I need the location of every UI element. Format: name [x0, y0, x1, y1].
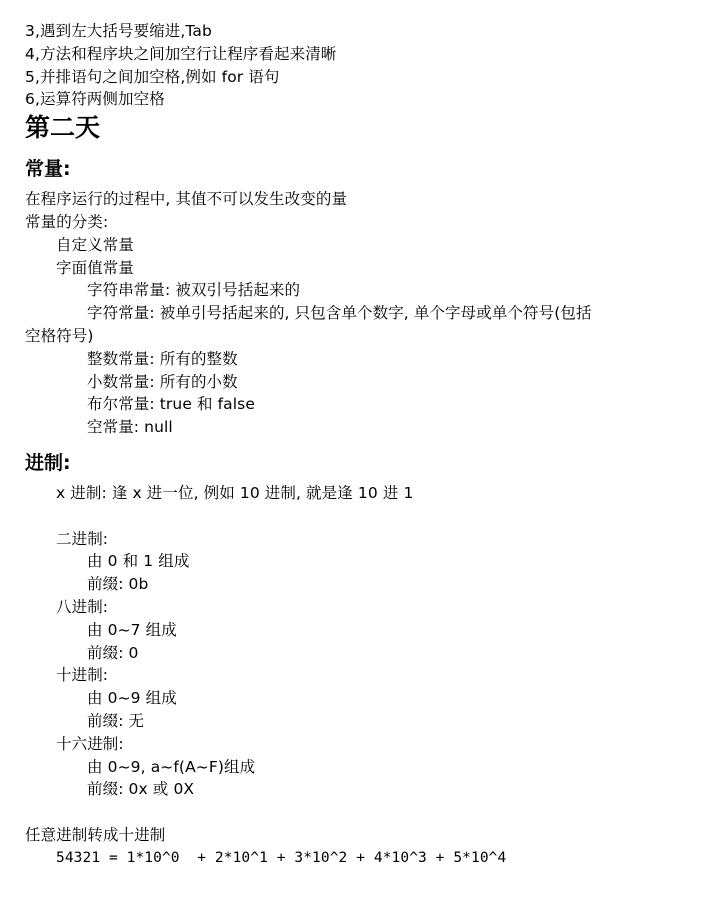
rule-line-6: 6,运算符两侧加空格 — [25, 90, 165, 109]
decimal-prefix: 前缀: 无 — [87, 711, 145, 730]
null-constant: 空常量: null — [87, 418, 173, 437]
octal-compose: 由 0~7 组成 — [87, 620, 177, 639]
blank-line — [25, 801, 695, 824]
rule-line-5: 5,并排语句之间加空格,例如 for 语句 — [25, 67, 280, 86]
document-page — [25, 20, 695, 870]
bool-constant: 布尔常量: true 和 false — [87, 395, 255, 414]
constants-heading: 常量: — [25, 158, 71, 181]
custom-constant: 自定义常量 — [56, 235, 135, 254]
string-constant: 字符串常量: 被双引号括起来的 — [87, 281, 301, 300]
day-title: 第二天 — [25, 113, 101, 143]
hex-prefix: 前缀: 0x 或 0X — [87, 780, 195, 799]
convert-title: 任意进制转成十进制 — [25, 825, 166, 844]
int-constant: 整数常量: 所有的整数 — [87, 349, 238, 368]
octal-prefix: 前缀: 0 — [87, 643, 139, 662]
decimal-compose: 由 0~9 组成 — [87, 689, 177, 708]
radix-intro: x 进制: 逢 x 进一位, 例如 10 进制, 就是逢 10 进 1 — [56, 483, 414, 502]
rule-line-4: 4,方法和程序块之间加空行让程序看起来清晰 — [25, 44, 337, 63]
binary-prefix: 前缀: 0b — [87, 575, 149, 594]
char-constant-line1: 字符常量: 被单引号括起来的, 只包含单个数字, 单个字母或单个符号(包括 — [87, 304, 592, 323]
literal-constant: 字面值常量 — [56, 258, 135, 277]
constants-definition: 在程序运行的过程中, 其值不可以发生改变的量 — [25, 190, 348, 209]
blank-line — [25, 505, 695, 528]
radix-heading: 进制: — [25, 451, 71, 474]
hex-compose: 由 0~9, a~f(A~F)组成 — [87, 757, 256, 776]
constants-classification: 常量的分类: — [25, 212, 109, 231]
octal-title: 八进制: — [56, 597, 109, 616]
hex-title: 十六进制: — [56, 734, 124, 753]
convert-example: 54321 = 1*10^0 + 2*10^1 + 3*10^2 + 4*10^3 + 5*10^4 — [56, 849, 507, 866]
rule-line-3: 3,遇到左大括号要缩进,Tab — [25, 22, 212, 40]
binary-compose: 由 0 和 1 组成 — [87, 552, 190, 571]
char-constant-line2: 空格符号) — [25, 326, 94, 345]
binary-title: 二进制: — [56, 529, 109, 548]
decimal-title: 十进制: — [56, 666, 109, 685]
decimal-constant: 小数常量: 所有的小数 — [87, 372, 238, 391]
